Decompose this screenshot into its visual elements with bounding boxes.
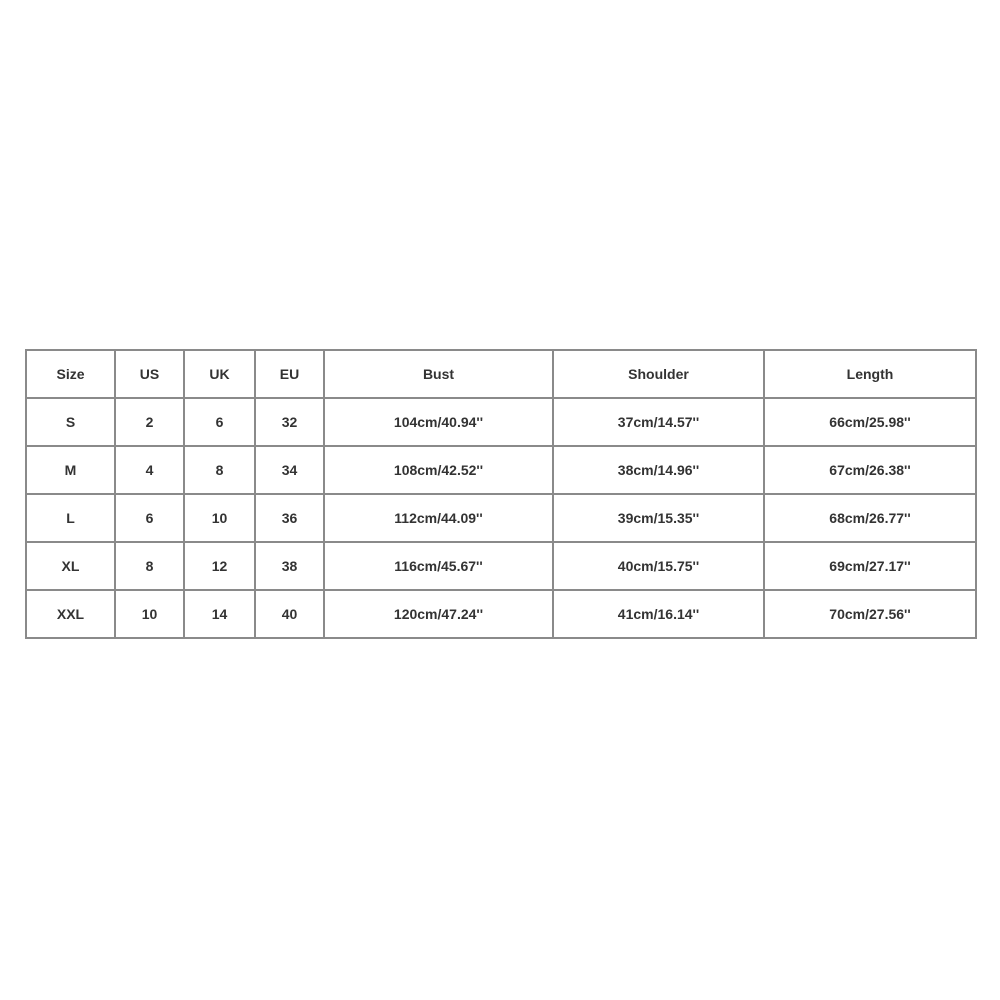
size-chart-table <box>25 349 977 639</box>
cell-eu: 40 <box>255 590 324 638</box>
cell-bust: 116cm/45.67'' <box>324 542 553 590</box>
header-us: US <box>115 350 184 398</box>
table-row <box>26 446 976 494</box>
cell-shoulder: 40cm/15.75'' <box>553 542 764 590</box>
header-uk: UK <box>184 350 255 398</box>
cell-us: 2 <box>115 398 184 446</box>
cell-size: XL <box>26 542 115 590</box>
cell-size: M <box>26 446 115 494</box>
header-length: Length <box>764 350 976 398</box>
header-row <box>26 350 976 398</box>
table-header <box>26 350 976 398</box>
cell-us: 4 <box>115 446 184 494</box>
cell-length: 66cm/25.98'' <box>764 398 976 446</box>
cell-us: 8 <box>115 542 184 590</box>
table-row <box>26 590 976 638</box>
cell-eu: 32 <box>255 398 324 446</box>
cell-shoulder: 39cm/15.35'' <box>553 494 764 542</box>
table-row <box>26 542 976 590</box>
cell-size: L <box>26 494 115 542</box>
table-row <box>26 494 976 542</box>
cell-us: 6 <box>115 494 184 542</box>
cell-size: XXL <box>26 590 115 638</box>
header-size: Size <box>26 350 115 398</box>
cell-bust: 104cm/40.94'' <box>324 398 553 446</box>
cell-shoulder: 38cm/14.96'' <box>553 446 764 494</box>
cell-length: 69cm/27.17'' <box>764 542 976 590</box>
cell-size: S <box>26 398 115 446</box>
cell-us: 10 <box>115 590 184 638</box>
cell-shoulder: 41cm/16.14'' <box>553 590 764 638</box>
cell-eu: 36 <box>255 494 324 542</box>
cell-bust: 108cm/42.52'' <box>324 446 553 494</box>
cell-uk: 14 <box>184 590 255 638</box>
header-eu: EU <box>255 350 324 398</box>
table-body <box>26 398 976 638</box>
header-bust: Bust <box>324 350 553 398</box>
cell-uk: 10 <box>184 494 255 542</box>
cell-eu: 34 <box>255 446 324 494</box>
cell-bust: 112cm/44.09'' <box>324 494 553 542</box>
table-row <box>26 398 976 446</box>
cell-uk: 6 <box>184 398 255 446</box>
cell-length: 70cm/27.56'' <box>764 590 976 638</box>
cell-eu: 38 <box>255 542 324 590</box>
cell-uk: 8 <box>184 446 255 494</box>
cell-bust: 120cm/47.24'' <box>324 590 553 638</box>
cell-uk: 12 <box>184 542 255 590</box>
cell-length: 67cm/26.38'' <box>764 446 976 494</box>
header-shoulder: Shoulder <box>553 350 764 398</box>
cell-shoulder: 37cm/14.57'' <box>553 398 764 446</box>
cell-length: 68cm/26.77'' <box>764 494 976 542</box>
